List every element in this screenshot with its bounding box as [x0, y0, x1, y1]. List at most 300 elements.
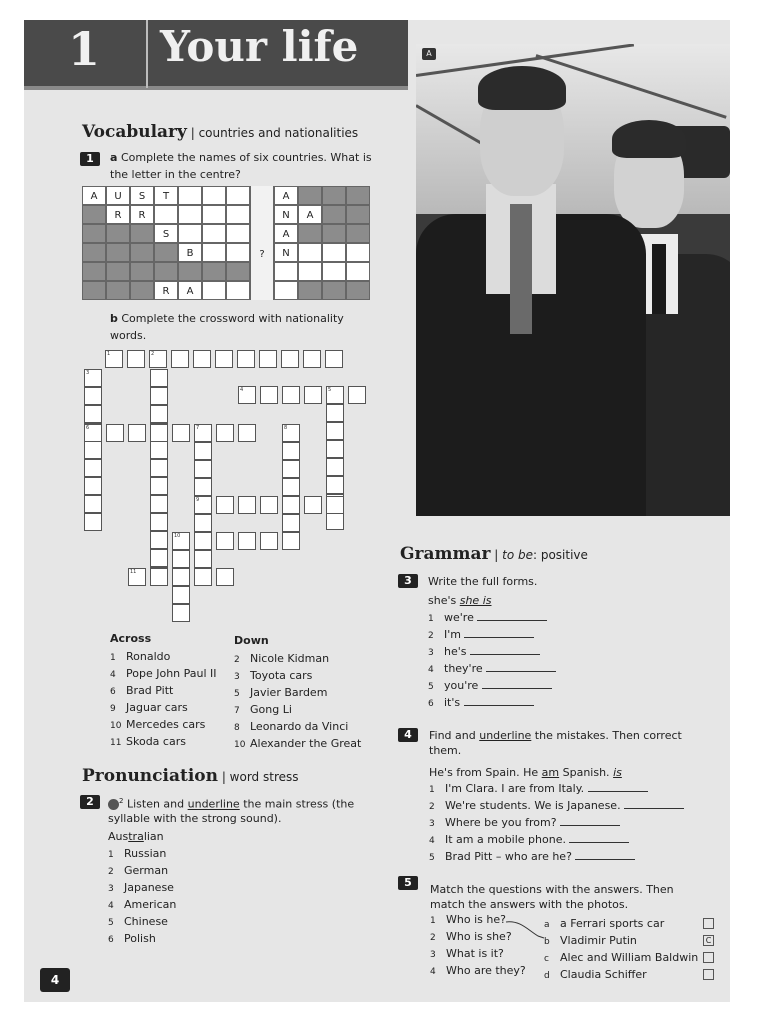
grid-cell[interactable]: [202, 243, 226, 262]
clue-row: [234, 701, 361, 718]
grid-cell[interactable]: [82, 262, 106, 281]
grid-letter[interactable]: R: [130, 205, 154, 224]
exercise-item: [428, 609, 556, 626]
photo-person-hair: [478, 66, 566, 110]
question-row: [430, 962, 526, 979]
grammar-heading: Grammar | to be: positive: [400, 544, 588, 564]
word-text: Polish: [124, 932, 156, 945]
item-number: 3: [430, 950, 436, 960]
photo-answer-box[interactable]: C: [703, 935, 714, 946]
grid-letter[interactable]: A: [274, 186, 298, 205]
answer-blank[interactable]: [588, 780, 648, 792]
grid-cell[interactable]: [322, 205, 346, 224]
crossword-cell[interactable]: [194, 442, 212, 460]
answer-text: Claudia Schiffer: [560, 968, 647, 981]
crossword-cell[interactable]: [326, 422, 344, 440]
crossword-cell[interactable]: [150, 405, 168, 423]
crossword-cell[interactable]: [84, 513, 102, 531]
word-text: Russian: [124, 847, 167, 860]
question-row: [430, 945, 526, 962]
item-text: you're: [444, 679, 479, 692]
exercise-item: [428, 643, 556, 660]
clue-row: [234, 735, 361, 752]
grid-letter[interactable]: R: [106, 205, 130, 224]
grid-cell[interactable]: [154, 243, 178, 262]
crossword-clue-number: 7: [196, 425, 200, 431]
clue-row: [234, 718, 361, 735]
pronunciation-example: Australian: [108, 830, 164, 843]
item-number: 1: [430, 916, 436, 926]
photo-answer-box[interactable]: [703, 918, 714, 929]
grid-cell[interactable]: [178, 224, 202, 243]
crossword-cell[interactable]: [215, 350, 233, 368]
down-clues: [234, 650, 361, 752]
grid-letter[interactable]: R: [154, 281, 178, 300]
grid-cell[interactable]: [106, 262, 130, 281]
grid-cell[interactable]: [178, 205, 202, 224]
clue-row: [110, 733, 217, 750]
grid-cell[interactable]: [250, 186, 274, 205]
grid-letter[interactable]: A: [82, 186, 106, 205]
item-number: 7: [234, 706, 240, 716]
clue-text: Javier Bardem: [250, 686, 328, 699]
item-text: It am a mobile phone.: [445, 833, 566, 846]
crossword-cell[interactable]: [84, 369, 102, 387]
crossword-cell[interactable]: [128, 568, 146, 586]
crossword-cell[interactable]: [326, 440, 344, 458]
crossword-cell[interactable]: [282, 442, 300, 460]
grid-cell[interactable]: [106, 243, 130, 262]
grid-cell[interactable]: [250, 224, 274, 243]
crossword-cell[interactable]: [194, 532, 212, 550]
exercise-3-items: [428, 609, 556, 711]
answer-row: [544, 966, 714, 983]
photo-person-hair: [612, 120, 686, 158]
grid-cell[interactable]: [202, 224, 226, 243]
grid-cell[interactable]: [298, 243, 322, 262]
grid-cell[interactable]: [226, 224, 250, 243]
exercise-5-instruction: Match the questions with the answers. Then: [430, 883, 674, 896]
grid-cell[interactable]: [178, 262, 202, 281]
item-number: 4: [430, 967, 436, 977]
item-number: 4: [110, 670, 116, 680]
grid-cell[interactable]: [226, 281, 250, 300]
crossword-cell[interactable]: [150, 477, 168, 495]
word-row: [108, 879, 176, 896]
crossword-cell[interactable]: [127, 350, 145, 368]
exercise-item: [428, 660, 556, 677]
grid-cell[interactable]: [298, 281, 322, 300]
crossword-cell[interactable]: [304, 496, 322, 514]
grid-cell[interactable]: [298, 224, 322, 243]
crossword-cell[interactable]: [172, 550, 190, 568]
grid-cell[interactable]: [82, 243, 106, 262]
crossword-cell[interactable]: [326, 476, 344, 494]
grid-cell[interactable]: [322, 243, 346, 262]
unit-number: 1: [68, 22, 101, 76]
answer-blank[interactable]: [464, 626, 534, 638]
answer-blank[interactable]: [477, 609, 547, 621]
grid-cell[interactable]: [226, 243, 250, 262]
exercise-5-instruction-line2: match the answers with the photos.: [430, 898, 629, 911]
question-text: Who are they?: [446, 964, 526, 977]
item-number: 10: [110, 721, 122, 731]
answer-blank[interactable]: [560, 814, 620, 826]
clue-row: [110, 665, 217, 682]
item-number: 4: [428, 665, 434, 675]
item-number: 5: [429, 853, 435, 863]
crossword-cell[interactable]: [149, 350, 167, 368]
exercise-number: 5: [398, 876, 418, 890]
grid-cell[interactable]: [202, 262, 226, 281]
exercise-1b-instruction: b Complete the crossword with nationality: [110, 312, 344, 325]
crossword-cell[interactable]: [150, 387, 168, 405]
clue-text: Alexander the Great: [250, 737, 362, 750]
exercise-item: [428, 677, 556, 694]
item-text: I'm: [444, 628, 461, 641]
item-number: 4: [429, 836, 435, 846]
item-number: 5: [234, 689, 240, 699]
crossword-cell[interactable]: [150, 549, 168, 567]
answer-blank[interactable]: [482, 677, 552, 689]
pronunciation-instruction-line2: syllable with the strong sound).: [108, 812, 282, 825]
crossword-cell[interactable]: [128, 424, 146, 442]
crossword-cell[interactable]: [281, 350, 299, 368]
match-connector-line: [504, 916, 548, 942]
clue-row: [234, 650, 361, 667]
grid-cell[interactable]: [322, 281, 346, 300]
crossword-cell[interactable]: [326, 386, 344, 404]
crossword-cell[interactable]: [259, 350, 277, 368]
pronunciation-words: [108, 845, 176, 947]
crossword-cell[interactable]: [172, 424, 190, 442]
grid-cell[interactable]: [274, 262, 298, 281]
grid-cell[interactable]: [322, 186, 346, 205]
exercise-1a-instruction: a Complete the names of six countries. What is: [110, 151, 372, 164]
crossword-cell[interactable]: [282, 496, 300, 514]
crossword-cell[interactable]: [172, 532, 190, 550]
item-number: 2: [429, 802, 435, 812]
item-number: 11: [110, 738, 122, 748]
crossword-cell[interactable]: [237, 350, 255, 368]
grid-letter[interactable]: T: [154, 186, 178, 205]
exercise-number: 2: [80, 795, 100, 809]
crossword-cell[interactable]: [84, 424, 102, 442]
grid-cell[interactable]: [298, 262, 322, 281]
item-number: 6: [108, 935, 114, 945]
item-number: 3: [429, 819, 435, 829]
clue-row: [110, 699, 217, 716]
grid-letter[interactable]: S: [154, 224, 178, 243]
word-text: American: [124, 898, 177, 911]
down-title: Down: [234, 634, 269, 647]
crossword-cell[interactable]: [194, 478, 212, 496]
item-number: 2: [430, 933, 436, 943]
crossword-cell[interactable]: [84, 441, 102, 459]
crossword-clue-number: 2: [151, 351, 155, 357]
crossword-cell[interactable]: [193, 350, 211, 368]
grid-cell[interactable]: [322, 262, 346, 281]
grid-cell[interactable]: [298, 186, 322, 205]
crossword-cell[interactable]: [150, 441, 168, 459]
crossword-cell[interactable]: [282, 386, 300, 404]
clue-row: [110, 648, 217, 665]
crossword-cell[interactable]: [84, 387, 102, 405]
grid-cell[interactable]: [322, 224, 346, 243]
crossword-cell[interactable]: [150, 424, 168, 442]
answer-text: Alec and William Baldwin: [560, 951, 699, 964]
crossword-cell[interactable]: [282, 514, 300, 532]
photo-answer-box[interactable]: [703, 969, 714, 980]
grid-letter[interactable]: A: [178, 281, 202, 300]
crossword-cell[interactable]: [326, 512, 344, 530]
crossword-cell[interactable]: [303, 350, 321, 368]
grid-cell[interactable]: [130, 262, 154, 281]
crossword-cell[interactable]: [194, 460, 212, 478]
crossword-cell[interactable]: [150, 369, 168, 387]
banner-divider: [146, 20, 148, 88]
grid-letter[interactable]: U: [106, 186, 130, 205]
crossword-cell[interactable]: [84, 459, 102, 477]
grid-letter[interactable]: A: [298, 205, 322, 224]
grid-letter[interactable]: S: [130, 186, 154, 205]
across-clues: [110, 648, 217, 750]
crossword-clue-number: 6: [86, 425, 90, 431]
clue-text: Gong Li: [250, 703, 292, 716]
photo-a: [416, 44, 730, 516]
grid-cell[interactable]: [346, 186, 370, 205]
word-row: [108, 896, 176, 913]
item-text: Where be you from?: [445, 816, 557, 829]
answer-blank[interactable]: [464, 694, 534, 706]
clue-row: [110, 682, 217, 699]
crossword-cell[interactable]: [326, 404, 344, 422]
grid-cell[interactable]: [346, 262, 370, 281]
item-number: 3: [234, 672, 240, 682]
crossword-clue-number: 8: [284, 425, 288, 431]
grid-letter[interactable]: B: [178, 243, 202, 262]
answer-blank[interactable]: [575, 848, 635, 860]
crossword-cell[interactable]: [84, 477, 102, 495]
crossword-cell[interactable]: [348, 386, 366, 404]
grid-cell[interactable]: [82, 281, 106, 300]
crossword-cell[interactable]: [282, 460, 300, 478]
question-text: Who is he?: [446, 913, 506, 926]
word-text: Chinese: [124, 915, 168, 928]
exercise-4-items: [429, 780, 684, 865]
grid-cell[interactable]: [250, 205, 274, 224]
crossword-clue-number: 4: [240, 387, 244, 393]
crossword-cell[interactable]: [216, 532, 234, 550]
crossword-cell[interactable]: [216, 568, 234, 586]
item-number: 1: [108, 850, 114, 860]
exercise-4-instruction-line2: them.: [429, 744, 462, 757]
item-text: we're: [444, 611, 474, 624]
crossword-cell[interactable]: [150, 531, 168, 549]
crossword-cell[interactable]: [238, 496, 256, 514]
grid-cell[interactable]: [346, 205, 370, 224]
crossword-clue-number: 11: [130, 569, 137, 575]
crossword-cell[interactable]: [194, 550, 212, 568]
crossword-clue-number: 1: [107, 351, 111, 357]
grid-cell[interactable]: [106, 224, 130, 243]
crossword-cell[interactable]: [150, 495, 168, 513]
word-text: Japanese: [124, 881, 174, 894]
exercise-item: [428, 694, 556, 711]
crossword-cell[interactable]: [150, 568, 168, 586]
grid-cell[interactable]: [82, 224, 106, 243]
clue-row: [234, 684, 361, 701]
grid-cell[interactable]: [202, 186, 226, 205]
audio-icon[interactable]: [108, 799, 119, 810]
grid-cell[interactable]: [106, 281, 130, 300]
crossword-cell[interactable]: [304, 386, 322, 404]
answer-letter: c: [544, 954, 549, 964]
crossword-cell[interactable]: [194, 424, 212, 442]
exercise-item: [429, 831, 684, 848]
item-number: 1: [110, 653, 116, 663]
crossword-cell[interactable]: [238, 424, 256, 442]
grid-cell[interactable]: [178, 186, 202, 205]
grid-cell[interactable]: [346, 224, 370, 243]
answer-blank[interactable]: [624, 797, 684, 809]
banner-stripe: [24, 86, 408, 90]
crossword-cell[interactable]: [172, 586, 190, 604]
exercise-item: [428, 626, 556, 643]
crossword-cell[interactable]: [150, 459, 168, 477]
workbook-page: [24, 20, 730, 1002]
page-number: 4: [40, 968, 70, 992]
grid-cell[interactable]: [130, 224, 154, 243]
crossword-cell[interactable]: [238, 532, 256, 550]
grid-cell[interactable]: [154, 205, 178, 224]
exercise-item: [429, 848, 684, 865]
clue-text: Nicole Kidman: [250, 652, 330, 665]
exercise-item: [429, 797, 684, 814]
photo-answer-box[interactable]: [703, 952, 714, 963]
crossword-cell[interactable]: [84, 405, 102, 423]
clue-text: Pope John Paul II: [126, 667, 217, 680]
clue-text: Ronaldo: [126, 650, 171, 663]
crossword-cell[interactable]: [105, 350, 123, 368]
word-row: [108, 913, 176, 930]
crossword-cell[interactable]: [260, 532, 278, 550]
answer-row: [544, 932, 714, 949]
exercise-item: [429, 780, 684, 797]
answer-blank[interactable]: [486, 660, 556, 672]
crossword-cell[interactable]: [325, 350, 343, 368]
answer-blank[interactable]: [569, 831, 629, 843]
crossword-cell[interactable]: [194, 568, 212, 586]
exercise-item: [429, 814, 684, 831]
across-title: Across: [110, 632, 152, 645]
vocabulary-heading: Vocabulary | countries and nationalities: [82, 122, 359, 142]
exercise-number: 1: [80, 152, 100, 166]
answer-letter: a: [544, 920, 550, 930]
clue-row: [110, 716, 217, 733]
crossword-cell[interactable]: [282, 424, 300, 442]
answer-text: Vladimir Putin: [560, 934, 637, 947]
word-row: [108, 862, 176, 879]
crossword-clue-number: 9: [196, 497, 200, 503]
crossword-cell[interactable]: [106, 424, 124, 442]
grid-letter[interactable]: N: [274, 243, 298, 262]
grid-cell[interactable]: [346, 281, 370, 300]
grid-cell[interactable]: [130, 243, 154, 262]
crossword-cell[interactable]: [216, 496, 234, 514]
grid-letter[interactable]: N: [274, 205, 298, 224]
crossword-cell[interactable]: [194, 514, 212, 532]
crossword-cell[interactable]: [172, 604, 190, 622]
crossword-cell[interactable]: [260, 386, 278, 404]
grid-cell[interactable]: [82, 205, 106, 224]
crossword-cell[interactable]: [282, 478, 300, 496]
item-number: 2: [108, 867, 114, 877]
photo-person-tie: [652, 244, 666, 314]
item-number: 5: [428, 682, 434, 692]
item-number: 6: [428, 699, 434, 709]
clue-text: Jaguar cars: [126, 701, 188, 714]
grid-cell[interactable]: [130, 281, 154, 300]
item-text: I'm Clara. I are from Italy.: [445, 782, 585, 795]
clue-text: Leonardo da Vinci: [250, 720, 349, 733]
item-number: 10: [234, 740, 246, 750]
grid-cell[interactable]: [226, 205, 250, 224]
grid-cell[interactable]: [250, 281, 274, 300]
grid-cell[interactable]: [226, 262, 250, 281]
exercise-1a-instruction-line2: the letter in the centre?: [110, 168, 241, 181]
item-text: they're: [444, 662, 483, 675]
grid-cell[interactable]: [202, 281, 226, 300]
exercise-4-instruction: Find and underline the mistakes. Then correct: [429, 729, 682, 742]
question-text: Who is she?: [446, 930, 512, 943]
photo-label: A: [422, 48, 436, 60]
crossword-cell[interactable]: [172, 568, 190, 586]
crossword-cell[interactable]: [194, 496, 212, 514]
grid-cell[interactable]: [202, 205, 226, 224]
grid-cell[interactable]: [154, 262, 178, 281]
item-text: it's: [444, 696, 461, 709]
grid-cell[interactable]: [274, 281, 298, 300]
crossword-cell[interactable]: [238, 386, 256, 404]
crossword-cell[interactable]: [84, 495, 102, 513]
grid-cell[interactable]: [346, 243, 370, 262]
answer-text: a Ferrari sports car: [560, 917, 665, 930]
item-text: Brad Pitt – who are he?: [445, 850, 572, 863]
grid-cell[interactable]: [250, 262, 274, 281]
crossword-cell[interactable]: [150, 513, 168, 531]
word-row: [108, 845, 176, 862]
answer-blank[interactable]: [470, 643, 540, 655]
item-text: We're students. We is Japanese.: [445, 799, 621, 812]
crossword-cell[interactable]: [282, 532, 300, 550]
unit-title: Your life: [160, 22, 359, 71]
crossword-cell[interactable]: [216, 424, 234, 442]
pronunciation-instruction: $^2$ Listen and underline the main stress (the: [108, 793, 354, 813]
answer-letter: b: [544, 937, 550, 947]
exercise-3-instruction: Write the full forms.: [428, 575, 538, 588]
crossword-cell[interactable]: [171, 350, 189, 368]
country-grid: [82, 186, 374, 302]
crossword-clue-number: 5: [328, 387, 332, 393]
question-text: What is it?: [446, 947, 504, 960]
pronunciation-heading: Pronunciation | word stress: [82, 766, 299, 786]
grid-cell[interactable]: [226, 186, 250, 205]
crossword-cell[interactable]: [326, 496, 344, 514]
grid-letter[interactable]: A: [274, 224, 298, 243]
crossword-cell[interactable]: [260, 496, 278, 514]
crossword-cell[interactable]: [326, 458, 344, 476]
